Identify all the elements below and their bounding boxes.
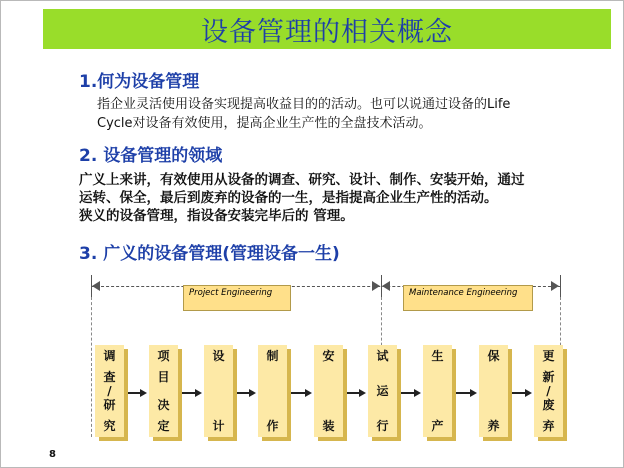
flow-arrow-icon [359, 389, 366, 397]
project-engineering-box: Project Engineering [183, 285, 291, 311]
flow-arrow-line [512, 392, 526, 394]
flow-arrow-icon [140, 389, 147, 397]
flow-arrow-icon [470, 389, 477, 397]
guide-line [91, 297, 92, 437]
flow-arrow-icon [525, 389, 532, 397]
lifecycle-step-7 [423, 345, 452, 437]
lifecycle-step-1 [95, 345, 124, 437]
flow-arrow-icon [414, 389, 421, 397]
section2-line1: 广义上来讲，有效使用从设备的调查、研究、设计、制作、安装开始，通过 [79, 172, 525, 188]
step-text-top: 安 [322, 349, 335, 363]
page-number: 8 [49, 449, 56, 460]
step-text-top: 更 [542, 349, 555, 363]
step-text-bot: 计 [212, 419, 225, 433]
step-text-bot: 究 [103, 419, 116, 433]
flow-arrow-icon [195, 389, 202, 397]
lifecycle-step-6 [368, 345, 397, 437]
step-text-top: 调 [103, 349, 116, 363]
step-text-top: 保 [487, 349, 500, 363]
section2-line3: 狭义的设备管理，指设备安装完毕后的 管理。 [79, 208, 354, 224]
lifecycle-step-3 [204, 345, 233, 437]
step-text-bot: 产 [431, 419, 444, 433]
flow-arrow-line [401, 392, 415, 394]
section1-line2: Cycle对设备有效使用，提高企业生产性的全盘技术活动。 [97, 116, 432, 131]
step-text-mid: 运 [376, 384, 389, 398]
flow-arrow-line [456, 392, 471, 394]
flow-arrow-line [182, 392, 196, 394]
step-text-top: 试 [376, 349, 389, 363]
lifecycle-step-4 [258, 345, 287, 437]
flow-arrow-icon [305, 389, 312, 397]
section3-heading: 3. 广义的设备管理(管理设备一生) [79, 244, 340, 264]
lifecycle-step-8 [479, 345, 508, 437]
step-text-mid: 新 / 废 [542, 370, 555, 412]
section1-heading: 1.何为设备管理 [79, 72, 200, 92]
lifecycle-step-2 [149, 345, 178, 437]
section2-line2: 运转、保全，最后到废弃的设备的一生，是指提高企业生产性的活动。 [79, 190, 498, 206]
step-text-bot: 养 [487, 419, 500, 433]
lifecycle-step-5 [314, 345, 343, 437]
section2-heading: 2. 设备管理的领域 [79, 146, 223, 166]
step-text-bot: 定 [157, 419, 170, 433]
step-text-top: 制 [266, 349, 279, 363]
step-text-top: 项 [157, 349, 170, 363]
step-text-bot: 装 [322, 419, 335, 433]
step-text-mid: 查 / 研 [103, 370, 116, 412]
slide-title: 设备管理的相关概念 [43, 9, 611, 49]
maintenance-engineering-box: Maintenance Engineering [403, 285, 533, 311]
flow-arrow-line [291, 392, 306, 394]
step-text-top: 设 [212, 349, 225, 363]
step-text-top: 生 [431, 349, 444, 363]
step-text-bot: 作 [266, 419, 279, 433]
step-text-bot: 行 [376, 419, 389, 433]
step-text-mid: 目 决 [157, 370, 170, 412]
section1-line1: 指企业灵活使用设备实现提高收益目的的活动。也可以说通过设备的Life [97, 97, 511, 112]
lifecycle-step-9 [534, 345, 563, 437]
step-text-bot: 弃 [542, 419, 555, 433]
flow-arrow-icon [249, 389, 256, 397]
